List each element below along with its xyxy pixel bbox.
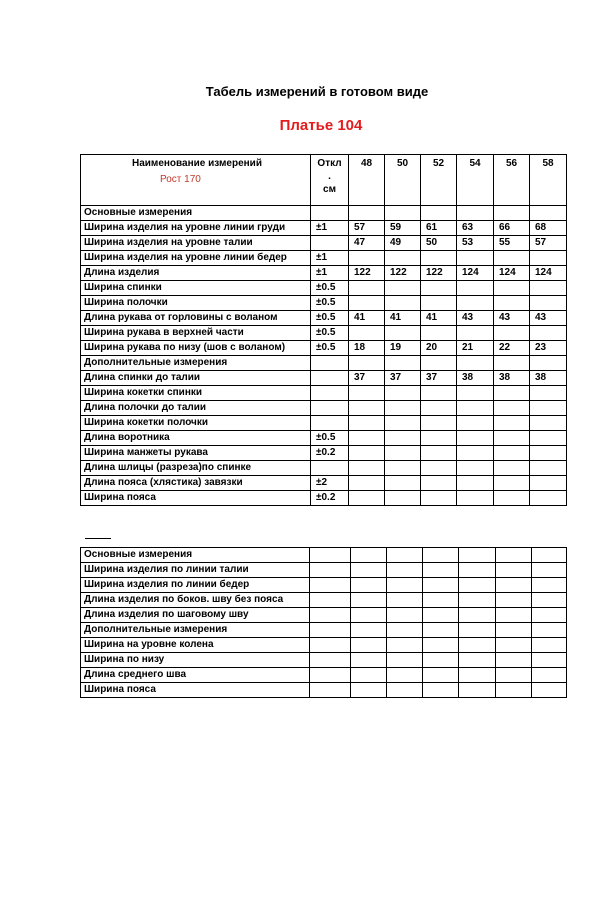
size-value-cell: 43: [530, 311, 567, 326]
measurement-name: Длина изделия: [81, 266, 311, 281]
size-value-cell: 37: [385, 371, 421, 386]
empty-cell: [387, 638, 423, 653]
empty-cell: [496, 638, 532, 653]
table-row: [81, 206, 567, 221]
header-name-label: Наименование измерений: [132, 158, 262, 169]
size-value-cell: 38: [494, 371, 530, 386]
empty-cell: [423, 668, 459, 683]
table-header-row: [81, 155, 567, 206]
empty-cell: [496, 653, 532, 668]
size-value-cell: [530, 281, 567, 296]
table-row: [81, 386, 567, 401]
size-value-cell: 37: [421, 371, 457, 386]
size-value-cell: [385, 416, 421, 431]
table-row: [81, 563, 567, 578]
empty-cell: [387, 608, 423, 623]
measurement-name: Ширина рукава по низу (шов с воланом): [81, 341, 311, 356]
tolerance-cell: ±0.5: [311, 311, 349, 326]
empty-cell: [496, 623, 532, 638]
size-value-cell: 55: [494, 236, 530, 251]
empty-cell: [387, 548, 423, 563]
measurement-name: Длина воротника: [81, 431, 311, 446]
size-value-cell: [385, 476, 421, 491]
measurement-name: Длина полочки до талии: [81, 401, 311, 416]
size-value-cell: [530, 461, 567, 476]
measurement-name: Ширина изделия по линии бедер: [81, 578, 310, 593]
tolerance-cell: ±1: [311, 221, 349, 236]
tolerance-cell: [311, 206, 349, 221]
empty-cell: [310, 623, 351, 638]
tolerance-cell: ±0.5: [311, 326, 349, 341]
empty-cell: [496, 548, 532, 563]
measurement-name: Ширина кокетки полочки: [81, 416, 311, 431]
size-value-cell: [421, 326, 457, 341]
empty-cell: [532, 623, 567, 638]
size-value-cell: [494, 206, 530, 221]
empty-cell: [532, 563, 567, 578]
table-row: [81, 431, 567, 446]
table-row: [81, 401, 567, 416]
tolerance-cell: [311, 461, 349, 476]
header-measurement-name: [81, 155, 311, 206]
size-value-cell: 124: [494, 266, 530, 281]
size-value-cell: [494, 281, 530, 296]
size-value-cell: 43: [457, 311, 494, 326]
size-value-cell: [349, 296, 385, 311]
table-row: [81, 608, 567, 623]
size-value-cell: [385, 206, 421, 221]
measurement-name: Основные измерения: [81, 206, 311, 221]
size-value-cell: [385, 386, 421, 401]
empty-cell: [310, 608, 351, 623]
empty-cell: [387, 683, 423, 698]
measurement-name: Ширина полочки: [81, 296, 311, 311]
tolerance-cell: ±1: [311, 251, 349, 266]
empty-cell: [532, 548, 567, 563]
size-value-cell: [349, 251, 385, 266]
tolerance-cell: ±0.2: [311, 491, 349, 506]
size-value-cell: [530, 326, 567, 341]
size-value-cell: [421, 431, 457, 446]
size-value-cell: 18: [349, 341, 385, 356]
size-value-cell: [385, 356, 421, 371]
size-value-cell: [457, 446, 494, 461]
tolerance-cell: ±0.5: [311, 296, 349, 311]
empty-cell: [310, 578, 351, 593]
empty-cell: [387, 578, 423, 593]
size-value-cell: [421, 461, 457, 476]
header-size: 48: [349, 155, 385, 206]
measurement-name: Ширина изделия на уровне талии: [81, 236, 311, 251]
empty-cell: [310, 653, 351, 668]
table-row: [81, 296, 567, 311]
empty-cell: [532, 668, 567, 683]
size-value-cell: 38: [530, 371, 567, 386]
header-tolerance: [311, 155, 349, 206]
size-value-cell: 41: [421, 311, 457, 326]
table-row: [81, 593, 567, 608]
size-value-cell: [421, 476, 457, 491]
empty-cell: [351, 548, 387, 563]
size-value-cell: [457, 206, 494, 221]
tolerance-cell: [311, 401, 349, 416]
size-value-cell: 124: [530, 266, 567, 281]
header-size: 56: [494, 155, 530, 206]
size-value-cell: 43: [494, 311, 530, 326]
size-value-cell: [494, 431, 530, 446]
size-value-cell: 61: [421, 221, 457, 236]
empty-cell: [310, 683, 351, 698]
table-row: [81, 653, 567, 668]
size-value-cell: 50: [421, 236, 457, 251]
empty-cell: [387, 668, 423, 683]
empty-cell: [351, 623, 387, 638]
table-row: [81, 251, 567, 266]
empty-cell: [310, 668, 351, 683]
size-value-cell: [421, 281, 457, 296]
size-value-cell: [421, 386, 457, 401]
empty-cell: [387, 563, 423, 578]
size-value-cell: [494, 491, 530, 506]
size-value-cell: [349, 491, 385, 506]
size-value-cell: [385, 281, 421, 296]
table-row: [81, 341, 567, 356]
size-value-cell: [385, 296, 421, 311]
size-value-cell: [494, 326, 530, 341]
size-value-cell: [494, 251, 530, 266]
measurement-name: Длина изделия по боков. шву без пояса: [81, 593, 310, 608]
size-value-cell: [530, 431, 567, 446]
measurement-name: Ширина рукава в верхней части: [81, 326, 311, 341]
size-value-cell: [385, 461, 421, 476]
size-value-cell: [349, 416, 385, 431]
tolerance-cell: ±0.5: [311, 281, 349, 296]
size-value-cell: [421, 251, 457, 266]
size-value-cell: [349, 461, 385, 476]
size-value-cell: [530, 386, 567, 401]
size-value-cell: [494, 461, 530, 476]
measurement-name: Длина среднего шва: [81, 668, 310, 683]
table-row: [81, 491, 567, 506]
size-value-cell: [457, 386, 494, 401]
tolerance-cell: ±1: [311, 266, 349, 281]
empty-cell: [351, 668, 387, 683]
size-value-cell: [349, 206, 385, 221]
empty-cell: [496, 668, 532, 683]
table-row: [81, 623, 567, 638]
empty-cell: [423, 653, 459, 668]
table-row: [81, 416, 567, 431]
size-value-cell: [385, 251, 421, 266]
empty-cell: [532, 608, 567, 623]
size-value-cell: [385, 326, 421, 341]
size-value-cell: [530, 416, 567, 431]
empty-cell: [532, 578, 567, 593]
table-row: [81, 281, 567, 296]
size-value-cell: [349, 281, 385, 296]
size-value-cell: [530, 401, 567, 416]
empty-cell: [532, 653, 567, 668]
size-value-cell: [457, 326, 494, 341]
empty-cell: [532, 683, 567, 698]
separator-mark: [85, 538, 111, 539]
size-value-cell: [530, 476, 567, 491]
size-value-cell: [530, 251, 567, 266]
empty-cell: [459, 638, 496, 653]
size-value-cell: 59: [385, 221, 421, 236]
size-value-cell: [421, 491, 457, 506]
empty-cell: [459, 653, 496, 668]
size-value-cell: 122: [349, 266, 385, 281]
size-value-cell: [421, 296, 457, 311]
size-value-cell: 47: [349, 236, 385, 251]
empty-cell: [459, 683, 496, 698]
size-value-cell: 63: [457, 221, 494, 236]
size-value-cell: [530, 356, 567, 371]
size-value-cell: 20: [421, 341, 457, 356]
measurement-name: Длина изделия по шаговому шву: [81, 608, 310, 623]
table-row: [81, 266, 567, 281]
measurement-name: Ширина по низу: [81, 653, 310, 668]
size-value-cell: 49: [385, 236, 421, 251]
empty-cell: [423, 578, 459, 593]
measurement-name: Длина шлицы (разреза)по спинке: [81, 461, 311, 476]
measurement-name: Дополнительные измерения: [81, 623, 310, 638]
measurements-table: [80, 154, 567, 506]
size-value-cell: 37: [349, 371, 385, 386]
product-title: Платье 104: [279, 117, 363, 134]
empty-cell: [496, 563, 532, 578]
table-row: [81, 371, 567, 386]
size-value-cell: [457, 431, 494, 446]
size-value-cell: 66: [494, 221, 530, 236]
table-row: [81, 356, 567, 371]
header-tolerance-line2: .: [328, 171, 331, 182]
header-growth-label: Рост 170: [160, 174, 201, 185]
size-value-cell: [494, 401, 530, 416]
size-value-cell: 41: [385, 311, 421, 326]
empty-cell: [459, 668, 496, 683]
table-row: [81, 476, 567, 491]
size-value-cell: 22: [494, 341, 530, 356]
tolerance-cell: ±0.5: [311, 341, 349, 356]
table-row: [81, 578, 567, 593]
empty-cell: [459, 608, 496, 623]
empty-cell: [532, 638, 567, 653]
size-value-cell: [457, 356, 494, 371]
empty-cell: [532, 593, 567, 608]
empty-cell: [351, 593, 387, 608]
header-size: 50: [385, 155, 421, 206]
measurement-name: Ширина манжеты рукава: [81, 446, 311, 461]
size-value-cell: [349, 401, 385, 416]
tolerance-cell: [311, 236, 349, 251]
empty-cell: [310, 563, 351, 578]
size-value-cell: 124: [457, 266, 494, 281]
empty-cell: [351, 563, 387, 578]
table-row: [81, 311, 567, 326]
empty-cell: [459, 578, 496, 593]
table-row: [81, 461, 567, 476]
size-value-cell: [421, 356, 457, 371]
size-value-cell: [457, 461, 494, 476]
empty-cell: [423, 623, 459, 638]
size-value-cell: 53: [457, 236, 494, 251]
empty-cell: [459, 548, 496, 563]
tolerance-cell: ±2: [311, 476, 349, 491]
empty-cell: [459, 593, 496, 608]
size-value-cell: [349, 476, 385, 491]
header-size: 54: [457, 155, 494, 206]
tolerance-cell: [311, 386, 349, 401]
tolerance-cell: ±0.5: [311, 431, 349, 446]
tolerance-cell: ±0.2: [311, 446, 349, 461]
measurement-name: Ширина пояса: [81, 491, 311, 506]
empty-cell: [310, 593, 351, 608]
measurement-name: Длина спинки до талии: [81, 371, 311, 386]
size-value-cell: [349, 356, 385, 371]
size-value-cell: 122: [385, 266, 421, 281]
measurement-name: Ширина на уровне колена: [81, 638, 310, 653]
measurement-name: Ширина спинки: [81, 281, 311, 296]
size-value-cell: [349, 386, 385, 401]
measurement-name: Ширина изделия на уровне линии бедер: [81, 251, 311, 266]
empty-cell: [423, 563, 459, 578]
empty-cell: [351, 683, 387, 698]
size-value-cell: [421, 416, 457, 431]
table-row: [81, 446, 567, 461]
empty-cell: [351, 578, 387, 593]
table-row: [81, 668, 567, 683]
empty-cell: [351, 638, 387, 653]
measurement-name: Ширина кокетки спинки: [81, 386, 311, 401]
empty-cell: [459, 623, 496, 638]
table-row: [81, 638, 567, 653]
size-value-cell: [349, 431, 385, 446]
table-row: [81, 548, 567, 563]
header-size: 52: [421, 155, 457, 206]
empty-cell: [423, 548, 459, 563]
size-value-cell: [494, 446, 530, 461]
size-value-cell: [457, 476, 494, 491]
size-value-cell: 68: [530, 221, 567, 236]
empty-cell: [387, 623, 423, 638]
size-value-cell: [385, 401, 421, 416]
size-value-cell: 19: [385, 341, 421, 356]
size-value-cell: [494, 386, 530, 401]
size-value-cell: [457, 251, 494, 266]
size-value-cell: [457, 491, 494, 506]
size-value-cell: [385, 446, 421, 461]
size-value-cell: [494, 356, 530, 371]
empty-cell: [387, 593, 423, 608]
measurement-name: Длина пояса (хлястика) завязки: [81, 476, 311, 491]
size-value-cell: [494, 296, 530, 311]
size-value-cell: [457, 401, 494, 416]
table-row: [81, 683, 567, 698]
empty-cell: [496, 608, 532, 623]
size-value-cell: [421, 401, 457, 416]
table-row: [81, 236, 567, 251]
header-tolerance-line3: см: [323, 184, 336, 195]
empty-cell: [310, 548, 351, 563]
tolerance-cell: [311, 356, 349, 371]
empty-cell: [423, 638, 459, 653]
empty-cell: [423, 683, 459, 698]
size-value-cell: 21: [457, 341, 494, 356]
empty-cell: [387, 653, 423, 668]
header-tolerance-line1: Откл: [317, 158, 342, 169]
empty-cell: [351, 608, 387, 623]
size-value-cell: [530, 446, 567, 461]
tolerance-cell: [311, 371, 349, 386]
size-value-cell: [385, 431, 421, 446]
size-value-cell: [349, 446, 385, 461]
size-value-cell: 122: [421, 266, 457, 281]
additional-measurements-table: [80, 547, 567, 698]
empty-cell: [496, 593, 532, 608]
empty-cell: [351, 653, 387, 668]
table-row: [81, 326, 567, 341]
measurement-name: Ширина пояса: [81, 683, 310, 698]
size-value-cell: 41: [349, 311, 385, 326]
empty-cell: [423, 593, 459, 608]
size-value-cell: [457, 296, 494, 311]
size-value-cell: [421, 206, 457, 221]
size-value-cell: [385, 491, 421, 506]
size-value-cell: [530, 296, 567, 311]
size-value-cell: [494, 416, 530, 431]
size-value-cell: 57: [349, 221, 385, 236]
size-value-cell: 38: [457, 371, 494, 386]
empty-cell: [423, 608, 459, 623]
size-value-cell: 57: [530, 236, 567, 251]
table-row: [81, 221, 567, 236]
measurement-name: Ширина изделия на уровне линии груди: [81, 221, 311, 236]
measurement-name: Основные измерения: [81, 548, 310, 563]
measurement-name: Ширина изделия по линии талии: [81, 563, 310, 578]
header-size: 58: [530, 155, 567, 206]
size-value-cell: [457, 416, 494, 431]
empty-cell: [459, 563, 496, 578]
size-value-cell: [421, 446, 457, 461]
size-value-cell: [494, 476, 530, 491]
size-value-cell: [530, 491, 567, 506]
empty-cell: [496, 683, 532, 698]
empty-cell: [310, 638, 351, 653]
tolerance-cell: [311, 416, 349, 431]
empty-cell: [496, 578, 532, 593]
measurement-name: Длина рукава от горловины с воланом: [81, 311, 311, 326]
size-value-cell: [530, 206, 567, 221]
document-title: Табель измерений в готовом виде: [205, 84, 429, 99]
size-value-cell: [349, 326, 385, 341]
size-value-cell: 23: [530, 341, 567, 356]
measurement-name: Дополнительные измерения: [81, 356, 311, 371]
size-value-cell: [457, 281, 494, 296]
